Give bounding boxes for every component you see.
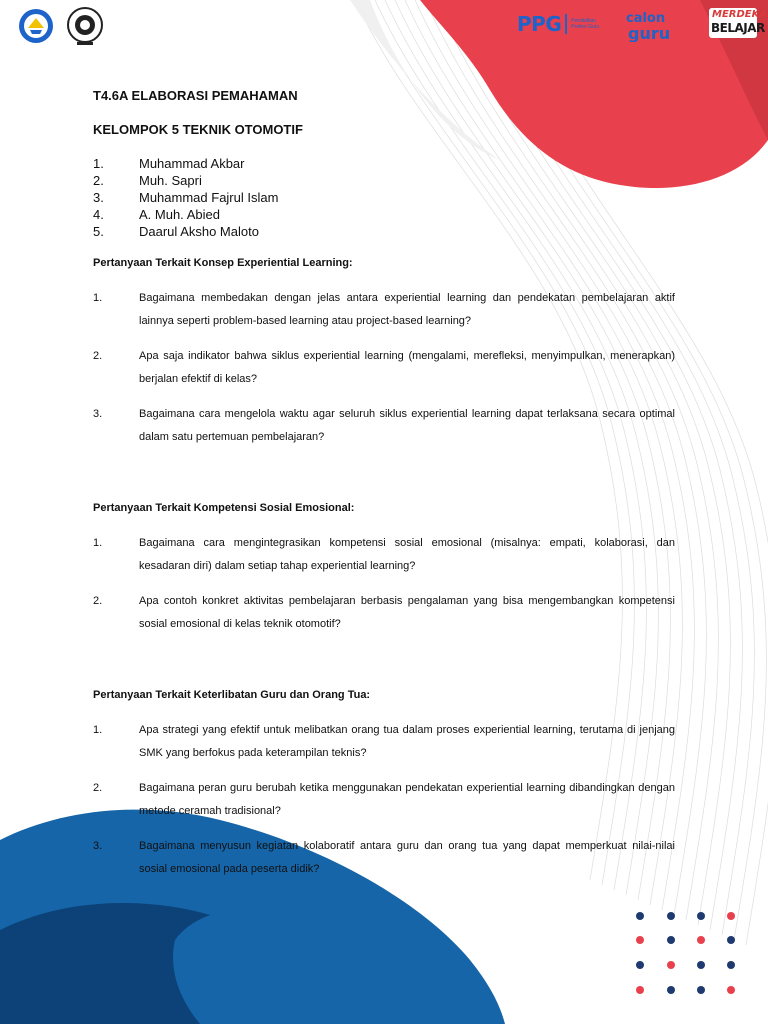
question-item [93,777,675,823]
guru-text: guru [628,24,671,42]
calon-text: calon [626,11,666,26]
question-text: Bagaimana menyusun kegiatan kolaboratif antara guru dan orang tua yang dapat memperkuat nilai-nilai sosial emosional pada peserta didik? [139,840,675,875]
question-text: Bagaimana peran guru berubah ketika menggunakan pendekatan experiential learning dibandingkan dengan metode ceramah tradisional? [139,782,675,817]
member-number: 3. [93,190,104,205]
question-item [93,403,675,449]
question-item [93,345,675,391]
question-item [93,532,675,578]
member-list [93,155,278,240]
member-name: Muh. Sapri [139,173,202,188]
question-text: Apa contoh konkret aktivitas pembelajaran berbasis pengalaman yang bisa mengembangkan kompetensi sosial emosional di kelas teknik otomotif? [139,595,675,630]
question-number: 1. [93,292,103,304]
question-item [93,719,675,765]
question-item [93,287,675,333]
question-text: Bagaimana cara mengintegrasikan kompetensi sosial emosional (misalnya: empati, kolaborasi, dan kesadaran diri) dalam setiap tahap experiential learning? [139,537,675,572]
member-name: A. Muh. Abied [139,207,220,222]
member-name: Muhammad Akbar [139,156,245,171]
section-heading: Pertanyaan Terkait Keterlibatan Guru dan Orang Tua: [93,689,371,701]
question-text: Apa saja indikator bahwa siklus experiential learning (mengalami, merefleksi, menyimpulkan, menerapkan) berjalan efektif di kelas? [139,350,675,385]
member-name: Muhammad Fajrul Islam [139,190,279,205]
group-title: KELOMPOK 5 TEKNIK OTOMOTIF [93,122,303,137]
question-text: Bagaimana membedakan dengan jelas antara experiential learning dan pendekatan pembelajaran aktif lainnya seperti problem-based learning atau project-based learning? [139,292,675,327]
member-item [93,172,278,189]
ppg-logo-subtext: Pendidikan Profesi Guru [571,18,600,30]
belajar-text: BELAJAR [711,21,765,35]
question-item [93,590,675,636]
member-number: 2. [93,173,104,188]
ppg-logo-text: PPG [517,12,562,36]
member-number: 5. [93,224,104,239]
member-item [93,155,278,172]
question-number: 2. [93,595,103,607]
section-heading: Pertanyaan Terkait Konsep Experiential Learning: [93,257,353,269]
question-number: 1. [93,724,103,736]
member-item [93,206,278,223]
member-name: Daarul Aksho Maloto [139,224,259,239]
question-number: 3. [93,408,103,420]
question-number: 2. [93,350,103,362]
question-text: Bagaimana cara mengelola waktu agar seluruh siklus experiential learning dapat terlaksana secara optimal dalam satu pertemuan pembelajaran? [139,408,675,443]
section-heading: Pertanyaan Terkait Kompetensi Sosial Emosional: [93,502,355,514]
document-title: T4.6A ELABORASI PEMAHAMAN [93,88,298,103]
member-number: 1. [93,156,104,171]
question-item [93,835,675,881]
merdeka-text: MERDEKA [712,9,768,20]
question-number: 3. [93,840,103,852]
member-item [93,223,278,240]
question-text: Apa strategi yang efektif untuk melibatkan orang tua dalam proses experiential learning, terutama di jenjang SMK yang berfokus pada keterampilan teknis? [139,724,675,759]
question-number: 2. [93,782,103,794]
question-number: 1. [93,537,103,549]
member-number: 4. [93,207,104,222]
member-item [93,189,278,206]
